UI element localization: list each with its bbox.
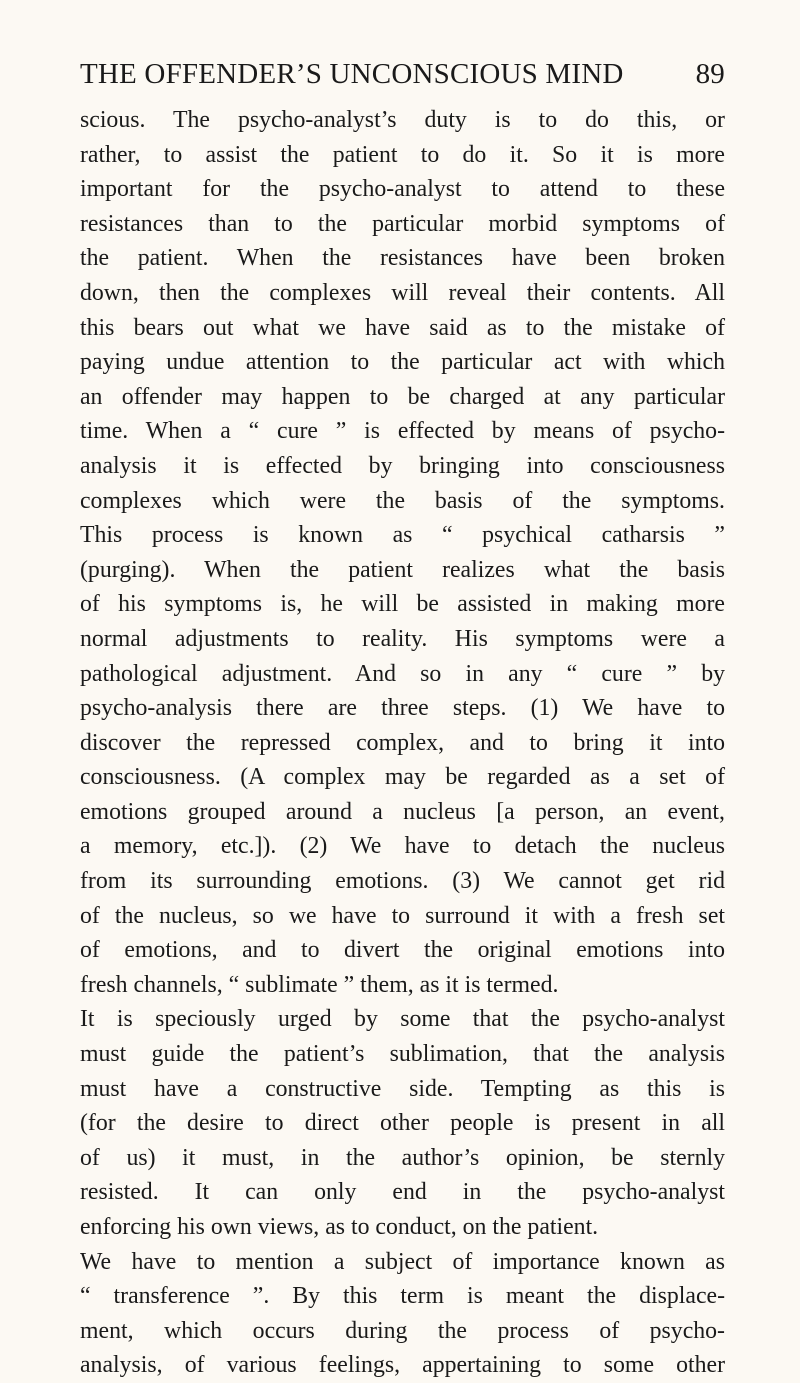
text-line: We have to mention a subject of importance known as — [80, 1248, 725, 1275]
text-line: “ transference ”. By this term is meant the displace- — [80, 1283, 725, 1310]
text-line: of his symptoms is, he will be assisted in making more — [80, 591, 725, 618]
text-line: consciousness. (A complex may be regarded as a set of — [80, 764, 725, 791]
text-line: paying undue attention to the particular act with which — [80, 349, 725, 376]
text-line: of the nucleus, so we have to surround it with a fresh set — [80, 902, 725, 929]
page-header — [80, 52, 725, 96]
text-line: must have a constructive side. Tempting as this is — [80, 1075, 725, 1102]
text-line: psycho-analysis there are three steps. (1) We have to — [80, 695, 725, 722]
text-line: scious. The psycho-analyst’s duty is to do this, or — [80, 107, 725, 133]
text-line: ment, which occurs during the process of psycho- — [80, 1317, 725, 1344]
text-line: It is speciously urged by some that the psycho-analyst — [80, 1006, 725, 1033]
text-line: (purging). When the patient realizes what the basis — [80, 556, 725, 583]
text-line: down, then the complexes will reveal their contents. All — [80, 279, 725, 306]
text-line: resistances than to the particular morbid symptoms of — [80, 210, 725, 237]
text-line: rather, to assist the patient to do it. So it is more — [80, 141, 725, 168]
text-line: complexes which were the basis of the symptoms. — [80, 487, 725, 514]
text-line: this bears out what we have said as to the mistake of — [80, 314, 725, 341]
text-line: (for the desire to direct other people is present in all — [80, 1110, 725, 1137]
running-head: THE OFFENDER’S UNCONSCIOUS MIND — [80, 58, 624, 90]
text-line: a memory, etc.]). (2) We have to detach the nucleus — [80, 833, 725, 860]
text-line: emotions grouped around a nucleus [a person, an event, — [80, 798, 725, 825]
text-line: analysis it is effected by bringing into consciousness — [80, 452, 725, 479]
text-line: resisted. It can only end in the psycho-analyst — [80, 1179, 725, 1206]
text-line: This process is known as “ psychical catharsis ” — [80, 522, 725, 549]
text-line: time. When a “ cure ” is effected by means of psycho- — [80, 418, 725, 445]
text-line: an offender may happen to be charged at any particular — [80, 383, 725, 410]
text-line: from its surrounding emotions. (3) We cannot get rid — [80, 868, 725, 895]
text-line: normal adjustments to reality. His symptoms were a — [80, 625, 725, 652]
text-line: analysis, of various feelings, appertaining to some other — [80, 1352, 725, 1379]
text-line: must guide the patient’s sublimation, that the analysis — [80, 1041, 725, 1068]
text-line: discover the repressed complex, and to bring it into — [80, 729, 725, 756]
text-line: of us) it must, in the author’s opinion, be sternly — [80, 1144, 725, 1171]
body-text — [80, 103, 725, 1383]
text-line: enforcing his own views, as to conduct, on the patient. — [80, 1214, 599, 1240]
page-number: 89 — [695, 58, 725, 90]
text-line: fresh channels, “ sublimate ” them, as it is termed. — [80, 971, 559, 998]
text-line: the patient. When the resistances have been broken — [80, 245, 725, 272]
text-line: pathological adjustment. And so in any “ cure ” by — [80, 660, 725, 687]
text-line: important for the psycho-analyst to attend to these — [80, 176, 725, 203]
text-line: of emotions, and to divert the original emotions into — [80, 937, 725, 964]
